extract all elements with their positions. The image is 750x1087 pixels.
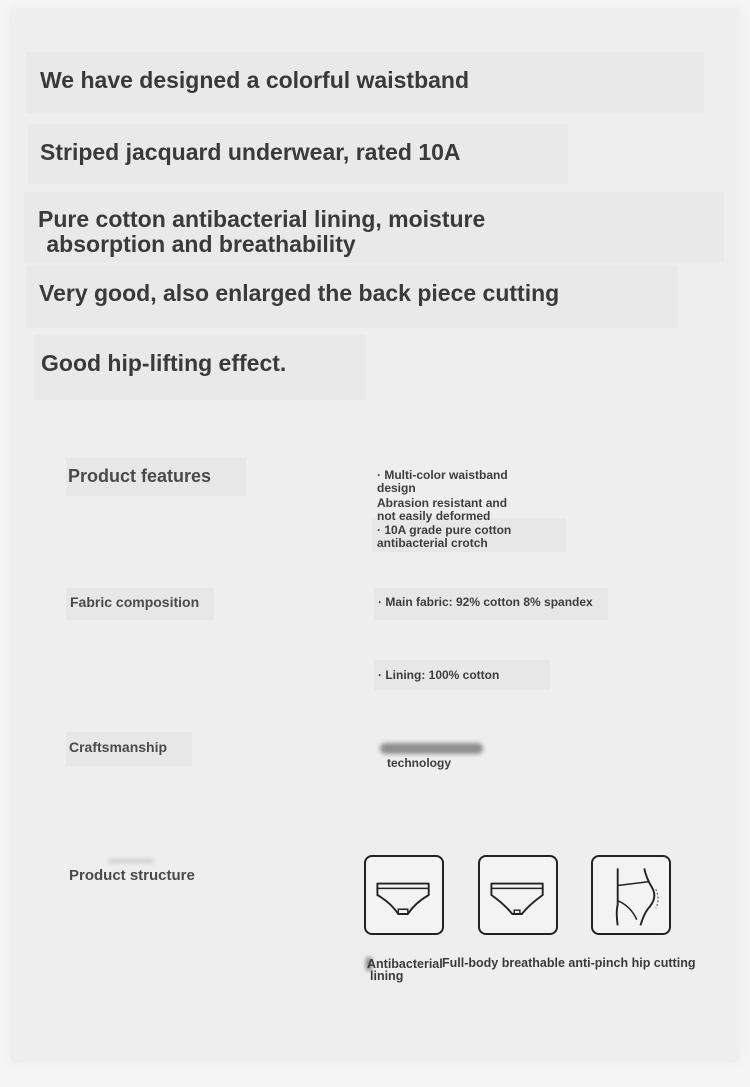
craft-label: Craftsmanship	[69, 739, 168, 755]
brief-back-icon	[480, 857, 556, 933]
structure-icon-box	[591, 855, 671, 935]
structure-icon-box	[478, 855, 558, 935]
feature-bullet: Abrasion resistant and not easily deformed	[377, 496, 508, 523]
headline-jacquard: Striped jacquard underwear, rated 10A	[40, 139, 461, 165]
structure-label: Product structure	[69, 867, 195, 884]
brief-front-icon	[366, 857, 442, 933]
headline-lining-1: Pure cotton antibacterial lining, moisture	[38, 206, 486, 232]
caption-lining: lining	[370, 969, 404, 983]
feature-bullet: · 10A grade pure cotton antibacterial crotch	[377, 523, 512, 550]
fabric-label: Fabric composition	[70, 594, 200, 610]
feature-bullet: · Multi-color waistband design	[377, 468, 508, 495]
headline-back-cutting: Very good, also enlarged the back piece cutting	[39, 280, 560, 306]
smudge-mark	[108, 859, 154, 863]
headline-waistband: We have designed a colorful waistband	[40, 67, 470, 93]
fabric-lining: · Lining: 100% cotton	[378, 668, 500, 682]
headline-hip-lifting: Good hip-lifting effect.	[41, 350, 287, 376]
caption-full-body: Full-body breathable anti-pinch hip cutting	[442, 956, 696, 970]
structure-icon-box	[364, 855, 444, 935]
fabric-main: · Main fabric: 92% cotton 8% spandex	[378, 595, 593, 609]
hip-side-icon	[593, 857, 669, 933]
smudge-mark	[380, 743, 483, 754]
craft-value: technology	[387, 756, 452, 770]
features-label: Product features	[68, 466, 212, 486]
caption-antibacterial: Antibacterial	[367, 957, 443, 971]
headline-lining-2: absorption and breathability	[40, 231, 356, 257]
